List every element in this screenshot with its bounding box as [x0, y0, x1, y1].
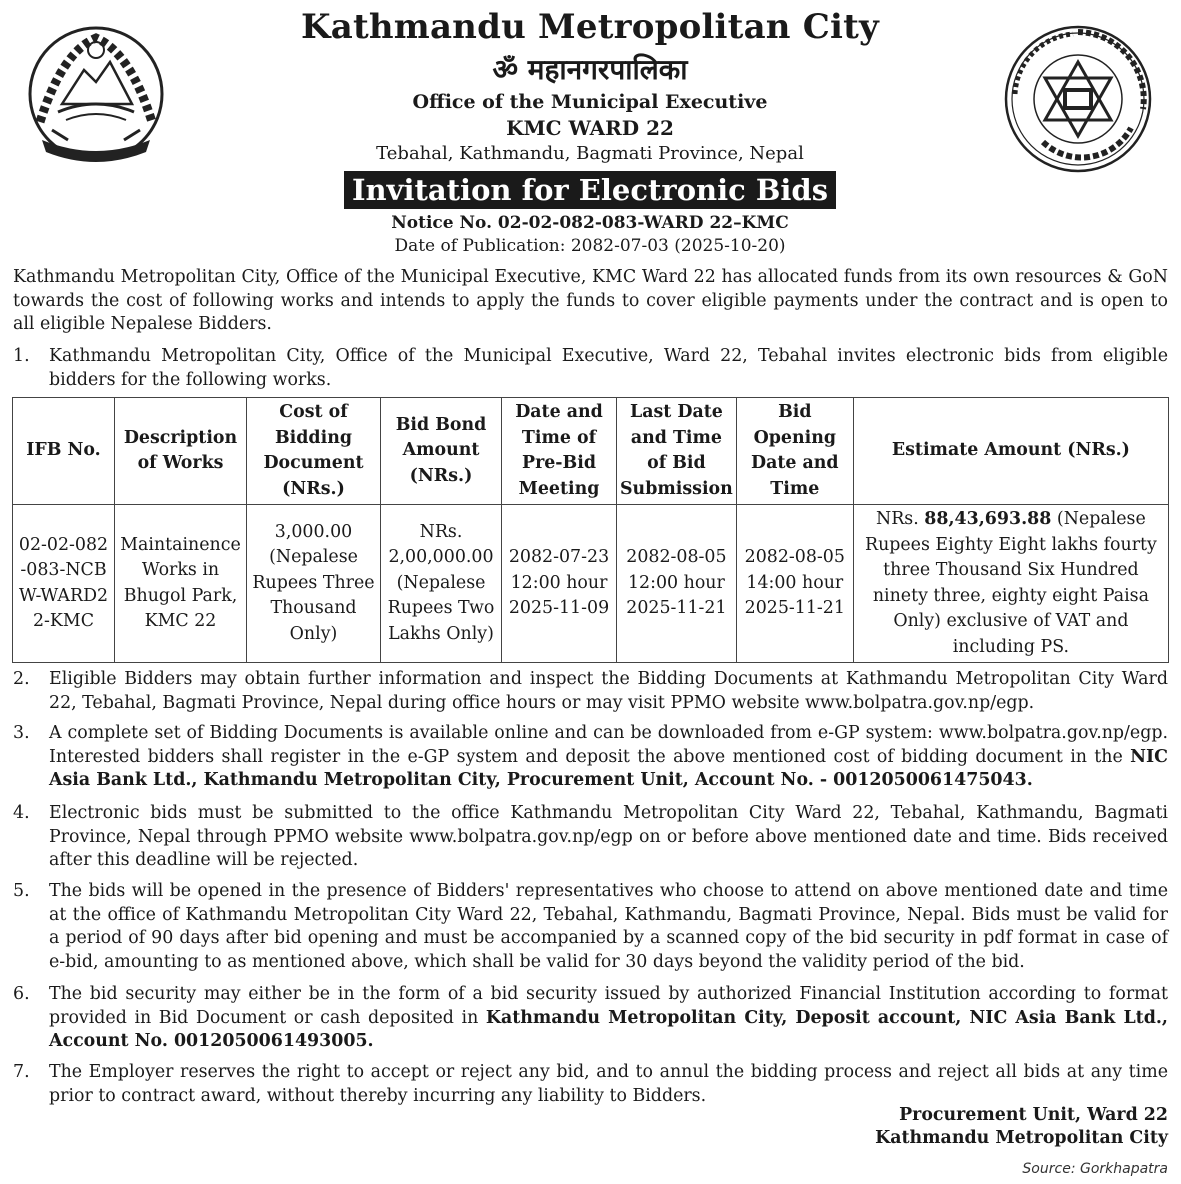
office-address: Tebahal, Kathmandu, Bagmati Province, Nepal	[376, 143, 804, 164]
clause-1	[13, 345, 1168, 392]
bank-account-detail: NIC Asia Bank Ltd., Kathmandu Metropolitan City, Procurement Unit, Account No. - 0012050061475043.	[49, 746, 1168, 790]
cell-opening: 2082-08-05 14:00 hour 2025-11-21	[736, 505, 853, 663]
col-description: Description of Works	[115, 398, 247, 505]
kmc-seal-icon	[1003, 24, 1153, 174]
signature-block	[875, 1104, 1168, 1150]
cell-pre-bid: 2082-07-23 12:00 hour 2025-11-09	[502, 505, 617, 663]
ward-name: KMC WARD 22	[506, 116, 674, 140]
clause-number: 5.	[13, 881, 30, 901]
clause-text: The Employer reserves the right to accept or reject any bid, and to annul the bidding process and reject all bids at any time prior to contract award, without thereby incurring any liability to Bidders.	[49, 1062, 1168, 1106]
clause-3-text: A complete set of Bidding Documents is available online and can be downloaded from e-GP system: www.bolpatra.gov.np/egp. Interested bidders shall register in the e-GP system and deposit the above mentioned cost of bidding document in the	[49, 723, 1168, 767]
col-bid-bond: Bid Bond Amount (NRs.)	[381, 398, 502, 505]
source-credit: Source: Gorkhapatra	[1022, 1161, 1168, 1177]
clause-number: 7.	[13, 1062, 30, 1082]
bid-table	[12, 397, 1169, 663]
col-ifb-no: IFB No.	[13, 398, 115, 505]
clause-text: Electronic bids must be submitted to the office Kathmandu Metropolitan City Ward 22, Tebahal, Kathmandu, Bagmati Province, Nepal through PPMO website www.bolpatra.gov.np/egp on or before above mentioned date and time. Bids received after this deadline will be rejected.	[49, 803, 1168, 870]
estimate-text: (Nepalese Rupees Eighty Eight lakhs fourty three Thousand Six Hundred ninety three, eighty eight Paisa Only) exclusive of VAT and including PS.	[864, 509, 1157, 657]
clause-text: Eligible Bidders may obtain further information and inspect the Bidding Documents at Kathmandu Metropolitan City Ward 22, Tebahal, Bagmati Province, Nepal during office hours or may visit PPMO website www.bolpatra.gov.np/egp.	[49, 669, 1168, 713]
clause-number: 6.	[13, 984, 30, 1004]
nepali-title: ॐ महानगरपालिका	[492, 53, 688, 86]
clause-6-text: The bid security may either be in the form of a bid security issued by authorized Financial Institution according to format provided in Bid Document or cash deposited in	[49, 984, 1168, 1028]
col-cost: Cost of Bidding Document (NRs.)	[247, 398, 381, 505]
cell-description: Maintainence Works in Bhugol Park, KMC 22	[115, 505, 247, 663]
cell-estimate	[853, 505, 1168, 663]
clause-text	[49, 983, 1168, 1054]
cell-ifb-no: 02-02-082-083-NCBW-WARD22-KMC	[13, 505, 115, 663]
estimate-prefix: NRs.	[876, 509, 925, 529]
intro-paragraph: Kathmandu Metropolitan City, Office of the Municipal Executive, KMC Ward 22 has allocated funds from its own resources & GoN towards the cost of following works and intends to apply the funds to cover eligible payments under the contract and is open to all eligible Nepalese Bidders.	[13, 267, 1168, 334]
signature-line-1: Procurement Unit, Ward 22	[899, 1105, 1168, 1125]
clause-number: 3.	[13, 723, 30, 743]
col-pre-bid: Date and Time of Pre-Bid Meeting	[502, 398, 617, 505]
clause-4	[13, 802, 1168, 873]
clause-number: 2.	[13, 669, 30, 689]
clause-text: Kathmandu Metropolitan City, Office of the Municipal Executive, Ward 22, Tebahal invites electronic bids from eligible bidders for the following works.	[49, 346, 1168, 390]
col-estimate: Estimate Amount (NRs.)	[853, 398, 1168, 505]
col-opening: Bid Opening Date and Time	[736, 398, 853, 505]
clause-number: 1.	[13, 346, 30, 366]
clause-text	[49, 722, 1168, 793]
clause-2	[13, 668, 1168, 715]
cell-cost: 3,000.00 (Nepalese Rupees Three Thousand Only)	[247, 505, 381, 663]
publication-date: Date of Publication: 2082-07-03 (2025-10-20)	[394, 236, 786, 256]
city-title: Kathmandu Metropolitan City	[300, 7, 880, 47]
deposit-account-detail: Kathmandu Metropolitan City, Deposit account, NIC Asia Bank Ltd., Account No. 0012050061493005.	[49, 1007, 1168, 1051]
cell-bid-bond: NRs. 2,00,000.00 (Nepalese Rupees Two Lakhs Only)	[381, 505, 502, 663]
clause-5	[13, 880, 1168, 974]
clause-number: 4.	[13, 803, 30, 823]
office-name: Office of the Municipal Executive	[412, 91, 768, 113]
signature-line-2: Kathmandu Metropolitan City	[875, 1128, 1168, 1148]
table-header-row	[13, 398, 1169, 505]
notice-header	[170, 4, 1010, 257]
table-row	[13, 505, 1169, 663]
clause-6	[13, 983, 1168, 1054]
col-submission: Last Date and Time of Bid Submission	[617, 398, 737, 505]
notice-number: Notice No. 02-02-082-083-WARD 22–KMC	[391, 213, 789, 233]
notice-banner: Invitation for Electronic Bids	[344, 171, 836, 209]
estimate-amount: 88,43,693.88	[924, 509, 1052, 529]
clause-3	[13, 722, 1168, 793]
nepal-emblem-icon	[22, 12, 170, 172]
clause-7	[13, 1061, 1168, 1108]
clause-text: The bids will be opened in the presence of Bidders' representatives who choose to attend on above mentioned date and time at the office of Kathmandu Metropolitan City Ward 22, Tebahal, Kathmandu, Bagmati Province, Nepal. Bids must be valid for a period of 90 days after bid opening and must be accompanied by a scanned copy of the bid security in pdf format in case of e-bid, amounting to as mentioned above, which shall be valid for 30 days beyond the validity period of the bid.	[49, 881, 1168, 972]
cell-submission: 2082-08-05 12:00 hour 2025-11-21	[617, 505, 737, 663]
